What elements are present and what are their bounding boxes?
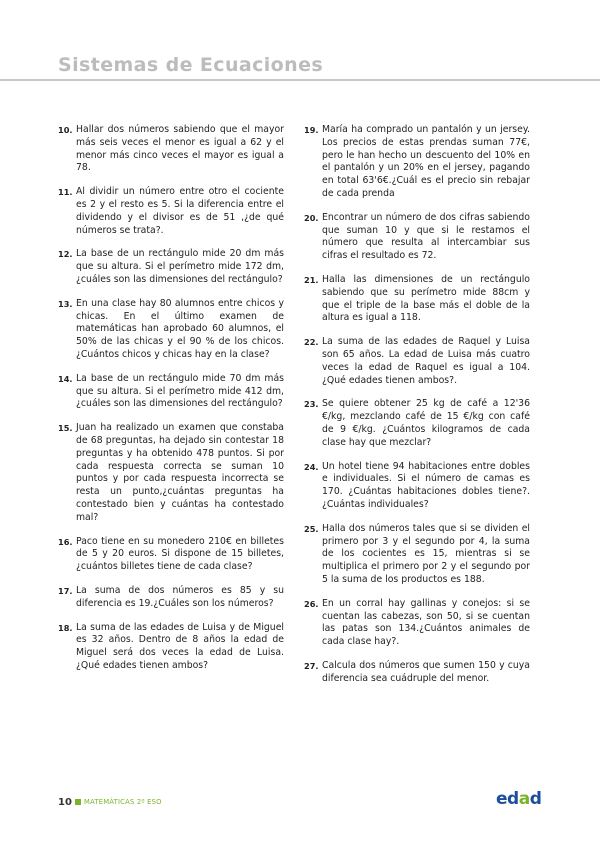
- page-number: 10: [58, 797, 72, 808]
- exercise-text: La base de un rectángulo mide 20 dm más que su altura. Si el perímetro mide 172 dm, ¿cuáles son las dimensiones del rectángulo?: [76, 248, 284, 285]
- exercise-text: En un corral hay gallinas y conejos: si se cuentan las cabezas, son 50, si se cuentan las patas son 134.¿Cuántos animales de cada clase hay?.: [322, 597, 530, 648]
- logo-text-part: d: [529, 789, 542, 809]
- exercise-number: 12.: [58, 249, 73, 260]
- exercise-text: Hallar dos números sabiendo que el mayor más seis veces el menor es igual a 62 y el menor más cinco veces el mayor es igual a 78.: [76, 124, 284, 174]
- exercise-item: [304, 598, 530, 649]
- exercise-number: 27.: [304, 660, 319, 671]
- exercise-number: 24.: [304, 461, 319, 472]
- exercise-item: [304, 461, 530, 512]
- exercise-number: 26.: [304, 598, 319, 609]
- exercise-number: 23.: [304, 399, 319, 410]
- exercise-number: 11.: [58, 187, 73, 198]
- exercise-column-right: [304, 124, 530, 685]
- exercise-item: [304, 336, 530, 387]
- logo-text-accent: a: [518, 789, 530, 809]
- exercise-text: La suma de las edades de Luisa y de Miguel es 32 años. Dentro de 8 años la edad de Miguel será dos veces la edad de Luisa. ¿Qué edades tienen ambos?: [76, 621, 284, 671]
- exercise-text: La base de un rectángulo mide 70 dm más que su altura. Si el perímetro mide 412 dm, ¿cuáles son las dimensiones del rectángulo?: [76, 372, 284, 410]
- exercise-number: 15.: [58, 423, 73, 434]
- exercise-text: Al dividir un número entre otro el cociente es 2 y el resto es 5. Si la diferencia entre el dividendo y el divisor es de 51 ,¿de qué números se trata?.: [76, 186, 284, 236]
- exercise-number: 16.: [58, 536, 73, 547]
- exercise-number: 17.: [58, 585, 73, 596]
- exercise-number: 20.: [304, 212, 319, 223]
- page-title: Sistemas de Ecuaciones: [58, 54, 324, 76]
- logo-text-part: ed: [496, 789, 519, 809]
- exercise-number: 18.: [58, 622, 73, 633]
- exercise-text: Halla dos números tales que si se dividen el primero por 3 y el segundo por 4, la suma de los cocientes es 15, mientras si se multiplica el primero por 2 y el segundo por 5 la suma de los productos es 188.: [322, 522, 530, 585]
- exercise-item: [58, 622, 284, 673]
- exercise-text: Un hotel tiene 94 habitaciones entre dobles e individuales. Si el número de camas es 170. ¿Cuántas habitaciones dobles tiene?.¿Cuántas individuales?: [322, 460, 530, 510]
- exercise-text: La suma de las edades de Raquel y Luisa son 65 años. La edad de Luisa más cuatro veces la edad de Raquel es igual a 104. ¿Qué edades tienen ambos?.: [322, 336, 530, 386]
- exercise-text: Encontrar un número de dos cifras sabiendo que suman 10 y que si le restamos el número que resulta al intercambiar sus cifras el resultado es 72.: [322, 211, 530, 262]
- exercise-item: [58, 422, 284, 524]
- exercise-item: [304, 274, 530, 325]
- exercise-item: [58, 373, 284, 411]
- exercise-item: [304, 398, 530, 449]
- exercise-number: 13.: [58, 298, 73, 309]
- exercise-text: Calcula dos números que sumen 150 y cuya diferencia sea cuádruple del menor.: [322, 659, 530, 684]
- exercise-column-left: [58, 124, 284, 673]
- exercise-text: María ha comprado un pantalón y un jersey. Los precios de estas prendas suman 77€, pero le han hecho un descuento del 10% en el pantalón y un 20% en el jersey, pagando en total 63'6€.¿Cuál es el precio sin rebajar de cada prenda: [322, 124, 530, 199]
- exercise-item: [304, 660, 530, 686]
- publisher-logo: [496, 789, 541, 809]
- exercise-number: 14.: [58, 373, 73, 384]
- exercise-text: En una clase hay 80 alumnos entre chicos y chicas. En el último examen de matemáticas han aprobado 60 alumnos, el 50% de las chicas y el 90 % de los chicos.¿Cuántos chicos y chicas hay en la clase?: [76, 297, 284, 360]
- exercise-text: Se quiere obtener 25 kg de café a 12'36 €/kg, mezclando café de 15 €/kg con café de 9 €/kg. ¿Cuántos kilogramos de cada clase hay que mezclar?: [322, 398, 530, 448]
- exercise-text: Halla las dimensiones de un rectángulo sabiendo que su perímetro mide 88cm y que el triple de la base más el doble de la altura es igual a 118.: [322, 273, 530, 324]
- footer-subtitle: MATEMÁTICAS 2º ESO: [84, 798, 162, 806]
- exercise-item: [58, 124, 284, 175]
- exercise-text: La suma de dos números es 85 y su diferencia es 19.¿Cuáles son los números?: [76, 584, 284, 609]
- exercise-item: [58, 536, 284, 574]
- exercise-item: [304, 212, 530, 263]
- exercise-item: [304, 124, 530, 201]
- exercise-item: [58, 298, 284, 362]
- exercise-item: [304, 523, 530, 587]
- title-divider: [0, 79, 600, 81]
- exercise-text: Paco tiene en su monedero 210€ en billetes de 5 y 20 euros. Si dispone de 15 billetes,¿cuántos billetes tiene de cada clase?: [76, 535, 284, 573]
- footer-square-icon: [75, 799, 81, 805]
- exercise-number: 22.: [304, 337, 319, 348]
- exercise-item: [58, 248, 284, 286]
- exercise-number: 25.: [304, 523, 319, 534]
- exercise-number: 10.: [58, 125, 73, 135]
- exercise-item: [58, 186, 284, 237]
- exercise-item: [58, 585, 284, 611]
- exercise-text: Juan ha realizado un examen que constaba de 68 preguntas, ha dejado sin contestar 18 preguntas y ha obtenido 478 puntos. Si por cada respuesta correcta se suman 10 puntos y por cada respuesta incorrecta se resta un punto,¿cuántas preguntas ha contestado bien y cuántas ha contestado mal?: [76, 422, 284, 523]
- exercise-number: 21.: [304, 274, 319, 285]
- exercise-number: 19.: [304, 125, 319, 135]
